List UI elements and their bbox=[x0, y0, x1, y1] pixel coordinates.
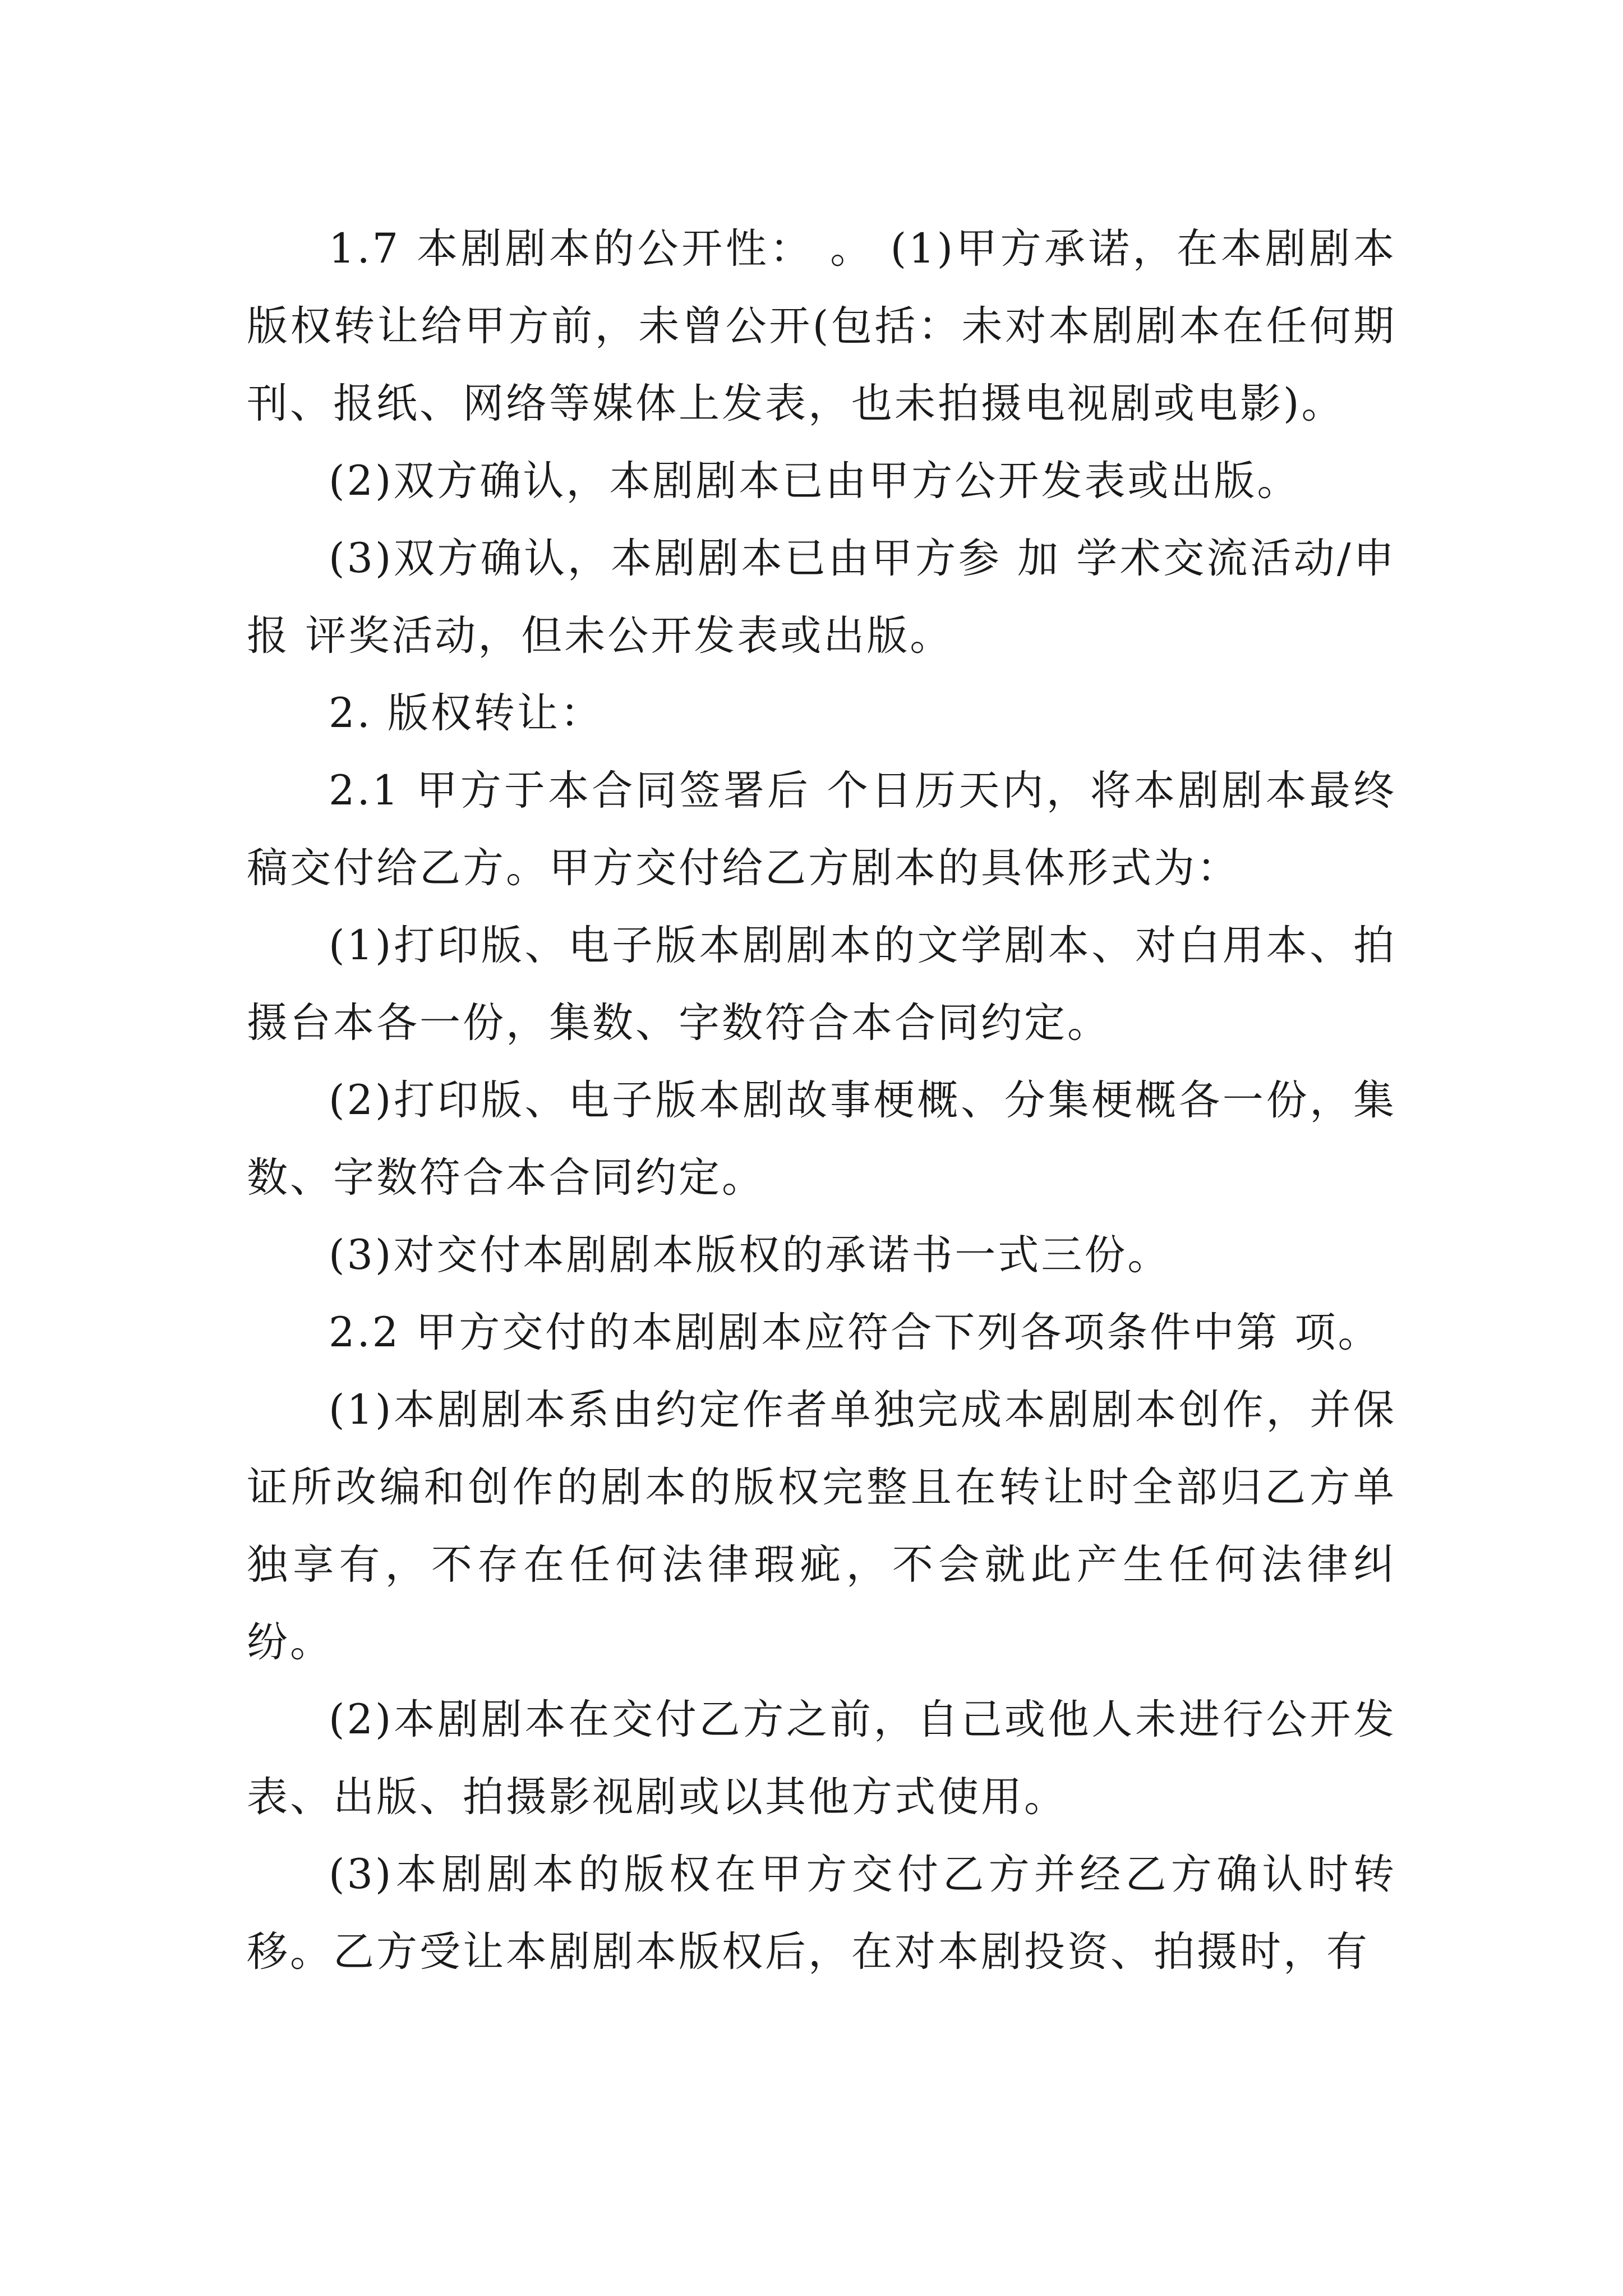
paragraph-2-2-conditions: 2.2 甲方交付的本剧剧本应符合下列各项条件中第 项。 bbox=[329, 1309, 1381, 1356]
heading-copyright-transfer: 2. 版权转让： bbox=[329, 689, 603, 737]
paragraph-delivery-synopsis: (2)打印版、电子版本剧故事梗概、分集梗概各一份，集数、字数符合本合同约定。 bbox=[247, 1076, 1396, 1202]
paragraph-1-7-publicity: 1.7 本剧剧本的公开性： 。 (1)甲方承诺，在本剧剧本版权转让给甲方前，未曾公开(包括：未对本剧剧本在任何期刊、报纸、网络等媒体上发表，也未拍摄电视剧或电影)。 bbox=[247, 225, 1396, 427]
paragraph-delivery-commitment-letter: (3)对交付本剧剧本版权的承诺书一式三份。 bbox=[329, 1231, 1171, 1279]
paragraph-2-1-delivery: 2.1 甲方于本合同签署后 个日历天内，将本剧剧本最终稿交付给乙方。甲方交付给乙方剧本的具体形式为： bbox=[247, 767, 1396, 892]
paragraph-condition-sole-author: (1)本剧剧本系由约定作者单独完成本剧剧本创作，并保证所改编和创作的剧本的版权完整且在转让时全部归乙方单独享有，不存在任何法律瑕疵，不会就此产生任何法律纠纷。 bbox=[247, 1386, 1396, 1666]
paragraph-academic-exchange: (3)双方确认，本剧剧本已由甲方参 加 学术交流活动/申报 评奖活动，但未公开发表或出版。 bbox=[247, 535, 1396, 660]
document-body bbox=[247, 210, 1396, 1991]
paragraph-condition-transfer-timing: (3)本剧剧本的版权在甲方交付乙方并经乙方确认时转移。乙方受让本剧剧本版权后，在对本剧投资、拍摄时，有 bbox=[247, 1851, 1396, 1976]
paragraph-published-confirmation: (2)双方确认，本剧剧本已由甲方公开发表或出版。 bbox=[329, 457, 1301, 505]
paragraph-condition-unpublished: (2)本剧剧本在交付乙方之前，自己或他人未进行公开发表、出版、拍摄影视剧或以其他方式使用。 bbox=[247, 1696, 1396, 1821]
paragraph-delivery-print-script: (1)打印版、电子版本剧剧本的文学剧本、对白用本、拍摄台本各一份，集数、字数符合本合同约定。 bbox=[247, 922, 1396, 1047]
